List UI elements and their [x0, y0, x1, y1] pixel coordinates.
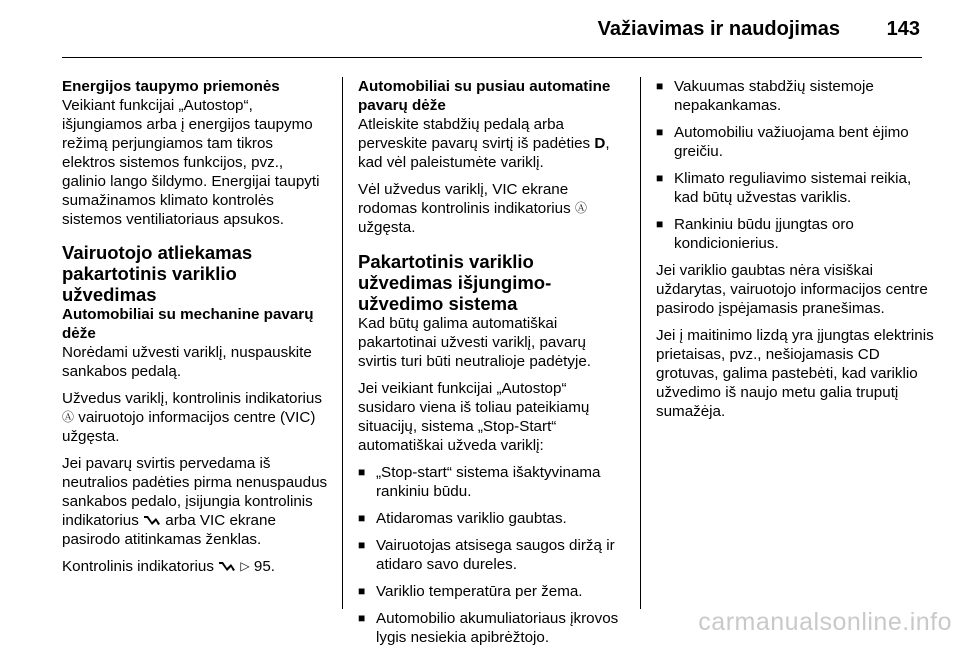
text: , kad vėl paleistumėte variklį.	[358, 135, 610, 171]
paragraph-conditions: Jei veikiant funkcijai „Autostop“ susidaro viena iš toliau pateikiamų situacijų, sistema „Stop-Start“ automatiškai užveda variklį:	[358, 380, 590, 454]
column-2	[358, 77, 626, 655]
column-divider	[342, 77, 343, 609]
list-item	[656, 77, 936, 115]
heading-stop-start-restart: Pakartotinis variklio užvedimas išjungimo-užvedimo sistema	[358, 251, 552, 314]
gear-shift-indicator-icon	[218, 560, 236, 572]
page-number: 143	[886, 18, 920, 40]
list-item	[358, 582, 626, 601]
bullet-list	[656, 77, 936, 253]
bullet-icon: ■	[656, 125, 664, 139]
paragraph-semi	[358, 115, 626, 172]
page-reference-icon: ▷	[240, 559, 250, 573]
column-divider	[640, 77, 641, 609]
list-item-text: Rankiniu būdu įjungtas oro kondicionierius.	[674, 216, 854, 252]
header-rule	[62, 57, 922, 58]
bullet-list	[358, 463, 626, 647]
heading-energy-saving: Energijos taupymo priemonės	[62, 78, 280, 95]
bullet-icon: ■	[656, 217, 664, 231]
text: Atleiskite stabdžių pedalą arba perveskite pavarų svirtį iš padėties	[358, 116, 591, 152]
list-item	[656, 123, 936, 161]
list-item	[358, 463, 626, 501]
list-item-text: Vairuotojas atsisega saugos diržą ir atidaro savo dureles.	[376, 537, 615, 573]
paragraph-indicator-off	[358, 180, 626, 237]
list-item-text: Atidaromas variklio gaubtas.	[376, 510, 567, 527]
paragraph-manual: Norėdami užvesti variklį, nuspauskite sankabos pedalą.	[62, 344, 312, 380]
list-item	[358, 609, 626, 647]
list-item	[358, 536, 626, 574]
bullet-icon: ■	[358, 611, 366, 625]
heading-driver-restart: Vairuotojo atliekamas pakartotinis variklio užvedimas	[62, 242, 253, 305]
paragraph-ref	[62, 557, 330, 576]
bullet-icon: ■	[358, 538, 366, 552]
column-3	[656, 77, 936, 429]
heading-semi-automatic: Automobiliai su pusiau automatine pavarų dėže	[358, 78, 611, 114]
text: arba VIC ekrane pasirodo atitinkamas ženklas.	[62, 512, 276, 548]
text: 95.	[253, 558, 276, 575]
list-item-text: Klimato reguliavimo sistemai reikia, kad būtų užvestas variklis.	[674, 170, 912, 206]
list-item-text: Variklio temperatūra per žema.	[376, 583, 583, 600]
section-title: Važiavimas ir naudojimas	[597, 18, 840, 40]
text: Vėl užvedus variklį, VIC ekrane rodomas kontrolinis indikatorius	[358, 181, 571, 217]
paragraph-restart: Kad būtų galima automatiškai pakartotinai užvesti variklį, pavarų svirtis turi būti neutralioje padėtyje.	[358, 315, 591, 370]
list-item-text: Vakuumas stabdžių sistemoje nepakankamas.	[674, 78, 874, 114]
paragraph-hood-warning: Jei variklio gaubtas nėra visiškai uždarytas, vairuotojo informacijos centre pasirodo įspėjamasis pranešimas.	[656, 262, 928, 317]
paragraph-power-socket: Jei į maitinimo lizdą yra įjungtas elektrinis prietaisas, pvz., nešiojamasis CD grotuvas, galima pastebėti, kad variklio užvedimo iš naujo metu galia truputį sumažėja.	[656, 327, 934, 420]
list-item-text: Automobiliu važiuojama bent ėjimo greičiu.	[674, 124, 909, 160]
paragraph-energy: Veikiant funkcijai „Autostop“, išjungiamos arba į energijos taupymo režimą perjungiamos tam tikros elektros sistemos funkcijos, pvz., galinio lango šildymo. Energijai taupyti sumažinamos klimato kontrolės sistemos ventiliatoriaus apsukos.	[62, 97, 320, 228]
bullet-icon: ■	[358, 511, 366, 525]
list-item	[358, 509, 626, 528]
paragraph-vic	[62, 389, 330, 446]
list-item	[656, 169, 936, 207]
bullet-icon: ■	[656, 79, 664, 93]
list-item-text: Automobilio akumuliatoriaus įkrovos lygis nesiekia apibrėžtojo.	[376, 610, 619, 646]
gear-shift-indicator-icon	[143, 514, 161, 526]
gear-position-d: D	[594, 135, 606, 152]
text: užgęsta.	[358, 219, 416, 236]
list-item	[656, 215, 936, 253]
list-item-text: „Stop-start“ sistema išaktyvinama rankiniu būdu.	[376, 464, 601, 500]
text: Jei pavarų svirtis pervedama iš neutralios padėties pirma nenuspaudus sankabos pedalo, įsijungia kontrolinis indikatorius	[62, 455, 328, 529]
autostop-icon: Ⓐ	[574, 201, 587, 215]
column-1	[62, 77, 330, 584]
bullet-icon: ■	[358, 465, 366, 479]
text: Užvedus variklį, kontrolinis indikatorius	[62, 390, 322, 407]
heading-manual-gearbox: Automobiliai su mechanine pavarų dėže	[62, 306, 314, 342]
watermark: carmanualsonline.info	[698, 608, 952, 636]
bullet-icon: ■	[358, 584, 366, 598]
text: vairuotojo informacijos centre (VIC) užgęsta.	[62, 409, 316, 445]
paragraph-gear	[62, 454, 330, 549]
text: Kontrolinis indikatorius	[62, 558, 214, 575]
bullet-icon: ■	[656, 171, 664, 185]
page-header	[0, 0, 960, 60]
autostop-icon: Ⓐ	[62, 410, 75, 424]
